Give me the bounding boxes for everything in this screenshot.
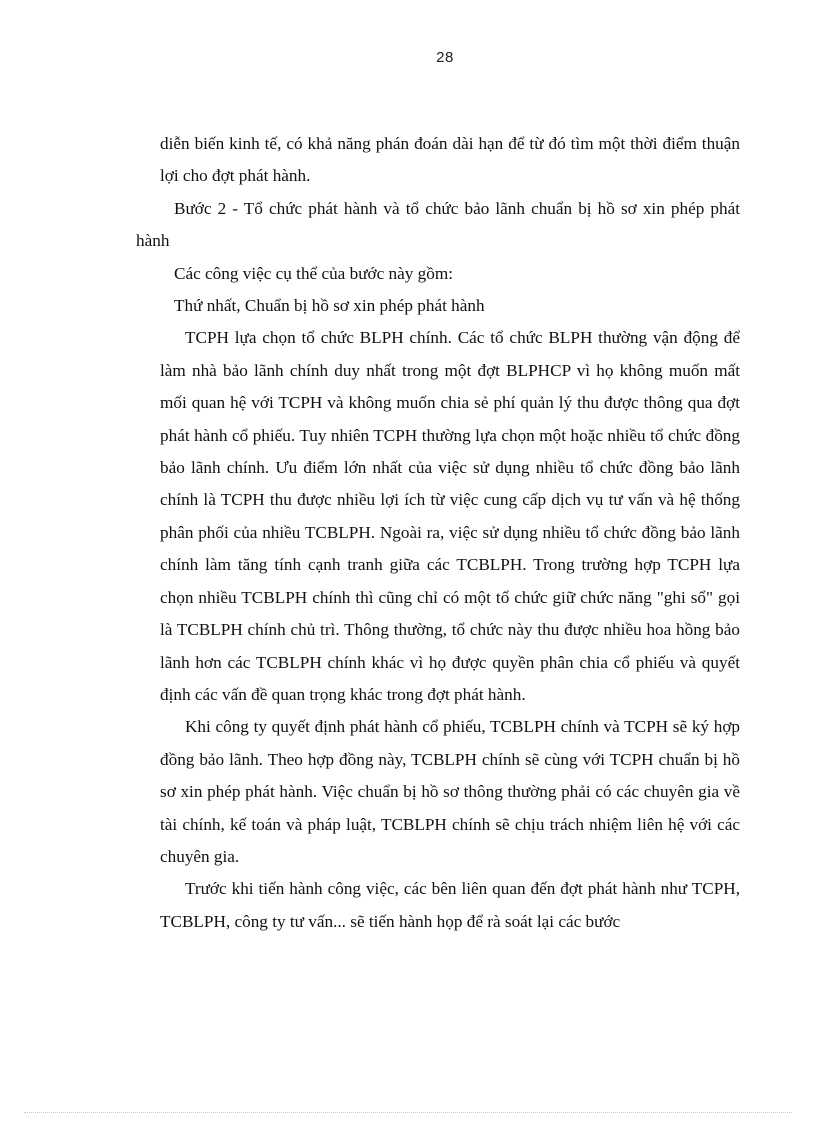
first-item-heading: Thứ nhất, Chuẩn bị hồ sơ xin phép phát hành [174,296,485,316]
step-2-heading: Bước 2 - Tổ chức phát hành và tổ chức bảo lãnh chuẩn bị hồ sơ xin phép phát hành [136,198,740,251]
document-body [136,128,740,938]
paragraph-underwriting-contract: Khi công ty quyết định phát hành cổ phiếu, TCBLPH chính và TCPH sẽ ký hợp đồng bảo lãnh. Theo hợp đồng này, TCBLPH chính sẽ cùng với TCPH chuẩn bị hồ sơ xin phép phát hành. Việc chuẩn bị hồ sơ thông thường phải có các chuyên gia về tài chính, kế toán và pháp luật, TCBLPH chính sẽ chịu trách nhiệm liên hệ với các chuyên gia. [160,717,740,866]
page-number: 28 [436,49,454,66]
paragraph-economic-forecast: diễn biến kinh tế, có khả năng phán đoán dài hạn để từ đó tìm một thời điểm thuận lợi cho đợt phát hành. [160,134,740,186]
paragraph-select-underwriter: TCPH lựa chọn tổ chức BLPH chính. Các tổ chức BLPH thường vận động để làm nhà bảo lãnh chính duy nhất trong một đợt BLPHCP vì họ không muốn mất mối quan hệ với TCPH và không muốn chia sẻ phí quản lý thu được thông qua đợt phát hành cổ phiếu. Tuy nhiên TCPH thường lựa chọn một hoặc nhiều tổ chức đồng bảo lãnh chính. Ưu điểm lớn nhất của việc sử dụng nhiều tổ chức đồng bảo lãnh chính là TCPH thu được nhiều lợi ích từ việc cung cấp dịch vụ tư vấn và hệ thống phân phối của nhiều TCBLPH. Ngoài ra, việc sử dụng nhiều tổ chức đồng bảo lãnh chính làm tăng tính cạnh tranh giữa các TCBLPH. Trong trường hợp TCPH lựa chọn nhiều TCBLPH chính thì cũng chỉ có một tổ chức giữ chức năng "ghi sổ" gọi là TCBLPH chính chủ trì. Thông thường, tổ chức này thu được nhiều hoa hồng bảo lãnh hơn các TCBLPH chính khác vì họ được quyền phân chia cổ phiếu và quyết định các vấn đề quan trọng khác trong đợt phát hành. [160,328,740,704]
tasks-intro: Các công việc cụ thể của bước này gồm: [174,263,453,283]
footer-divider [24,1112,792,1113]
paragraph-meeting: Trước khi tiến hành công việc, các bên liên quan đến đợt phát hành như TCPH, TCBLPH, công ty tư vấn... sẽ tiến hành họp để rà soát lại các bước [160,879,740,931]
